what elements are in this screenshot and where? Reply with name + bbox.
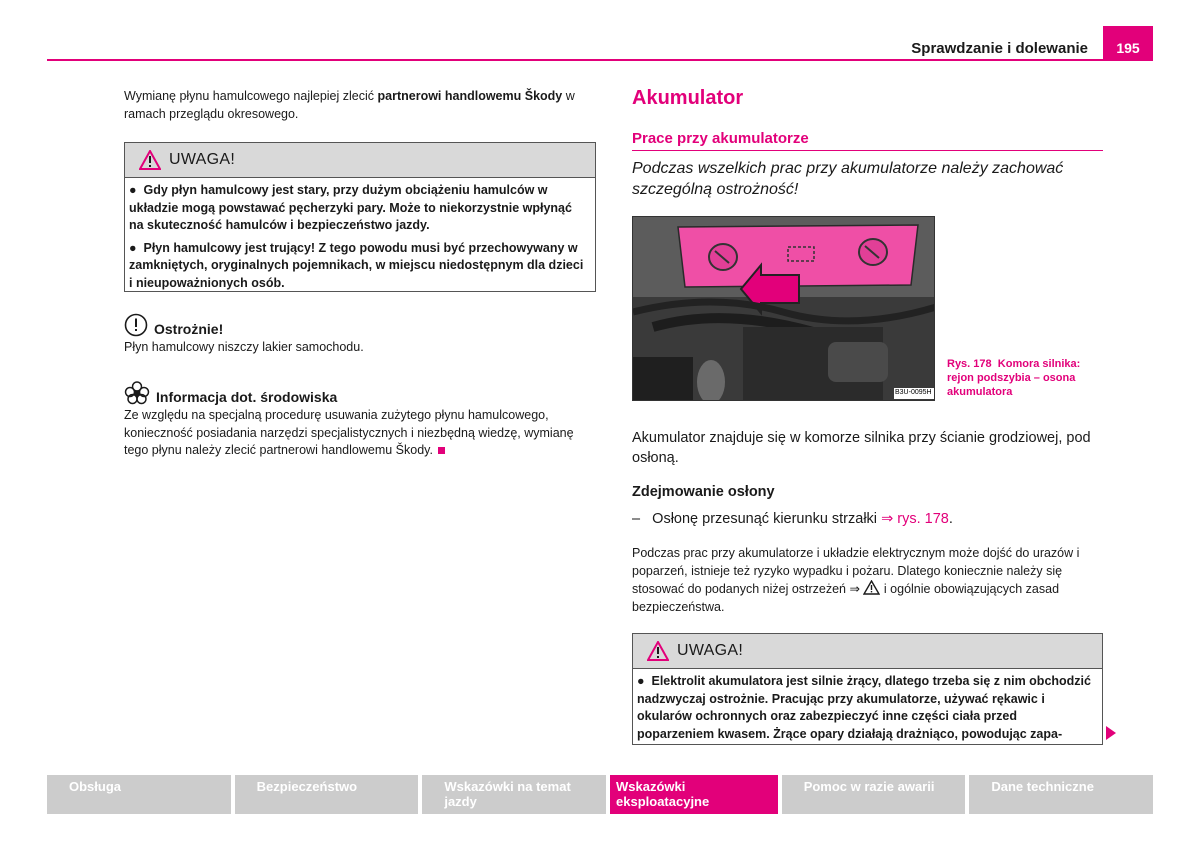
environment-text xyxy=(124,407,596,460)
safety-paragraph xyxy=(632,544,1102,616)
caution-text: Płyn hamulcowy niszczy lakier samochodu. xyxy=(124,340,364,354)
figure-caption xyxy=(947,357,1097,399)
figure-label: Rys. 178 xyxy=(947,358,992,370)
warning-header xyxy=(125,143,595,178)
chapter-nav xyxy=(47,775,1153,814)
end-marker-icon xyxy=(438,447,445,454)
caution-exclamation-icon xyxy=(124,313,148,337)
warning-item-text: Płyn hamulcowy jest trujący! Z tego powodu musi być przechowywany w zamkniętych, oryginalnych pojemnikach, w miejscu niedostępnym dla dzieci i nieupoważnionych osób. xyxy=(129,240,584,290)
brake-fluid-paragraph xyxy=(124,88,596,123)
page-number: 195 xyxy=(1116,40,1140,56)
environment-title: Informacja dot. środowiska xyxy=(156,389,338,405)
figure-engine-compartment xyxy=(632,216,935,401)
warning-triangle-icon xyxy=(647,641,669,661)
warning-box-battery xyxy=(632,633,1103,745)
warning-body xyxy=(125,178,595,301)
bullet-icon: ● xyxy=(129,183,144,197)
nav-tab-wskazowki-eksploatacyjne[interactable]: Wskazówki eksploatacyjne xyxy=(610,775,778,814)
warning-item xyxy=(129,240,587,293)
warning-item xyxy=(129,182,587,235)
warning-title: UWAGA! xyxy=(169,151,236,168)
nav-tab-obsluga[interactable]: Obsługa xyxy=(47,775,231,814)
warning-triangle-icon[interactable] xyxy=(863,580,880,595)
caution-title: Ostrożnie! xyxy=(154,321,224,337)
removal-step xyxy=(632,509,1102,529)
continue-arrow-icon[interactable] xyxy=(1106,726,1116,740)
safety-text: Podczas prac przy akumulatorze i układzie elektrycznym może dojść do urazów i poparzeń, istnieje też ryzyko wypadku i pożaru. Dlatego koniecznie należy się stosować do podanych niżej ostrzeżeń ⇒ xyxy=(632,546,1080,596)
para-text-end: w ramach przeglądu okresowego. xyxy=(124,89,575,121)
warning-item-text: Elektrolit akumulatora jest silnie żrący, dlatego trzeba się z nim obchodzić nadzwyczaj ostrożnie. Pracując przy akumulatorze, używać rękawic i okularów ochronnych oraz zabezpieczyć inne części ciała przed poparzeniem kwasem. Żrące opary działają drażniąco, powodując zapa‑ xyxy=(637,674,1091,741)
environment-body: Ze względu na specjalną procedurę usuwania zużytego płynu hamulcowego, konieczność posiadania narzędzi specjalistycznych i niezbędną wiedzę, wymianę tego płynu należy zlecić partnerowi handlowemu Škody. xyxy=(124,408,574,457)
warning-triangle-icon xyxy=(139,150,161,170)
nav-tab-pomoc[interactable]: Pomoc w razie awarii xyxy=(782,775,966,814)
warning-title: UWAGA! xyxy=(677,642,744,659)
step-end: . xyxy=(948,511,953,527)
battery-location-text: Akumulator znajduje się w komorze silnika przy ścianie grodziowej, pod osłoną. xyxy=(632,430,1091,466)
warning-item xyxy=(637,673,1094,743)
bullet-icon: ● xyxy=(637,674,652,688)
flower-environment-icon xyxy=(124,381,150,405)
environment-section xyxy=(124,381,596,460)
figure-caption-text: Komora silnika: rejon podszybia – osona akumulatora xyxy=(947,358,1081,398)
figure-reference-link[interactable]: ⇒ rys. 178 xyxy=(881,511,949,527)
warning-header xyxy=(633,634,1102,669)
page-heading: Akumulator xyxy=(632,87,744,109)
engine-bay-illustration xyxy=(633,217,935,401)
bullet-icon: ● xyxy=(129,240,144,255)
warning-box-brake-fluid xyxy=(124,142,596,292)
section-title: Sprawdzanie i dolewanie xyxy=(911,40,1088,57)
section-subheading: Prace przy akumulatorze xyxy=(632,130,809,147)
intro-text: Podczas wszelkich prac przy akumulatorze należy zachować szczególną ostrożność! xyxy=(632,160,1064,198)
safety-text-end: i ogólnie obowiązujących zasad bezpieczeństwa. xyxy=(632,582,1060,614)
figure-code: B3U-0095H xyxy=(895,389,932,396)
nav-tab-dane-techniczne[interactable]: Dane techniczne xyxy=(969,775,1153,814)
caution-section xyxy=(124,313,596,357)
step-dash: – xyxy=(632,511,641,527)
para-text: Wymianę płynu hamulcowego najlepiej zlecić xyxy=(124,89,378,103)
header-divider xyxy=(47,59,1153,61)
nav-tab-wskazowki-jazdy[interactable]: Wskazówki na temat jazdy xyxy=(422,775,606,814)
page-number-badge xyxy=(1103,26,1153,60)
subheading-divider xyxy=(632,150,1103,151)
nav-tab-bezpieczenstwo[interactable]: Bezpieczeństwo xyxy=(235,775,419,814)
removal-heading: Zdejmowanie osłony xyxy=(632,484,775,500)
warning-body xyxy=(633,669,1102,752)
step-text: Osłonę przesunąć kierunku strzałki xyxy=(652,511,882,527)
para-bold-text: partnerowi handlowemu Škody xyxy=(377,89,563,103)
warning-item-text: Gdy płyn hamulcowy jest stary, przy dużym obciążeniu hamulców w układzie mogą powstawać pęcherzyki pary. Może to niekorzystnie wpłynąć na skuteczność hamulców i bezpieczeństwo jazdy. xyxy=(129,183,572,232)
